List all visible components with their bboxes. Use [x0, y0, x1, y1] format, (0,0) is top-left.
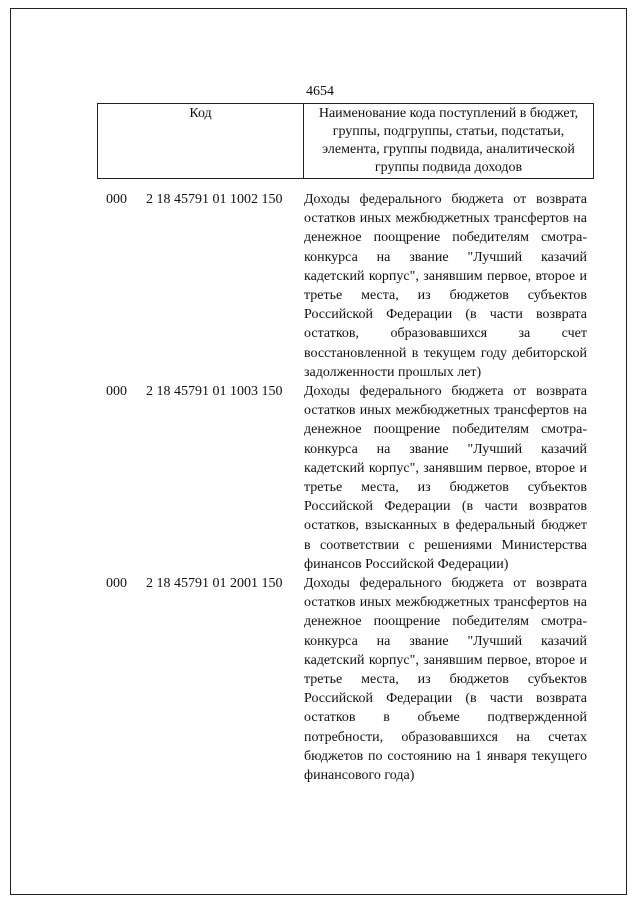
revenue-description: Доходы федерального бюджета от возврата остатков иных межбюджетных трансфертов на денежное поощрение победителям смотра-конкурса на звание "Лучший казачий кадетский корпус", занявшим первое, второе и третье места, из бюджетов субъектов Российской Федерации (в части возврата остатков в объеме подтвержденной потребности, образовавшихся на счетах бюджетов по состоянию на 1 января текущего финансового года) — [304, 576, 587, 784]
revenue-description: Доходы федерального бюджета от возврата остатков иных межбюджетных трансфертов на денежное поощрение победителям смотра-конкурса на звание "Лучший казачий кадетский корпус", занявшим первое, второе и третье места, из бюджетов субъектов Российской Федерации (в части возвратов остатков, взысканных в федеральный бюджет в соответствии с решениями Министерства финансов Российской Федерации) — [304, 384, 587, 572]
header-name-cell: Наименование кода поступлений в бюджет, группы, подгруппы, статьи, подстатьи, элемента, группы подвида, аналитической группы подвида доходов — [304, 104, 594, 179]
admin-code: 000 — [106, 384, 127, 400]
header-table — [97, 103, 594, 179]
header-code-cell: Код — [98, 104, 304, 179]
revenue-code: 2 18 45791 01 1003 150 — [146, 384, 283, 400]
admin-code: 000 — [106, 192, 127, 207]
revenue-code: 2 18 45791 01 2001 150 — [146, 576, 283, 592]
table-row — [0, 574, 640, 785]
revenue-code: 2 18 45791 01 1002 150 — [146, 192, 283, 207]
table-row — [0, 190, 640, 382]
page-number: 4654 — [306, 84, 334, 99]
table-row — [0, 382, 640, 574]
admin-code: 000 — [106, 576, 127, 592]
revenue-code-list — [0, 190, 640, 785]
revenue-description: Доходы федерального бюджета от возврата остатков иных межбюджетных трансфертов на денежное поощрение победителям смотра-конкурса на звание "Лучший казачий кадетский корпус", занявшим первое, второе и третье места, из бюджетов субъектов Российской Федерации (в части возврата остатков, образовавшихся за счет восстановленной в текущем году дебиторской задолженности прошлых лет) — [304, 192, 587, 380]
